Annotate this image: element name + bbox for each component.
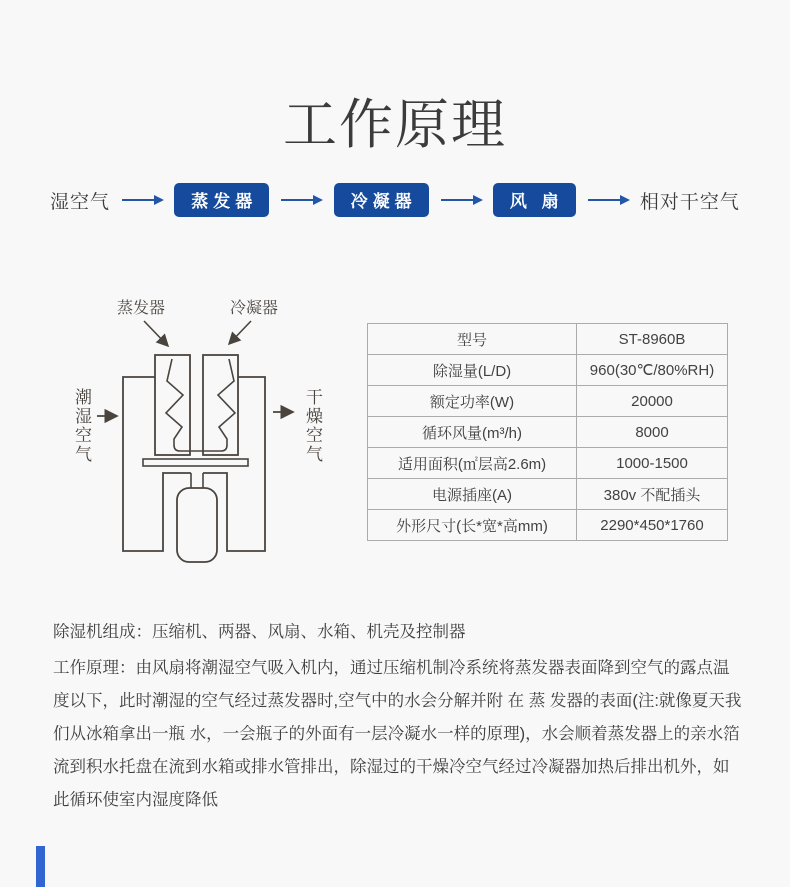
outlet-air-label: 干 燥 空 气 [306,388,323,464]
spec-value: 380v 不配插头 [577,479,728,510]
table-row [368,479,728,510]
table-row [368,324,728,355]
spec-name: 除湿量(L/D) [368,355,577,386]
next-section-accent-bar [36,846,45,887]
compressor-tank [177,488,217,562]
process-flow [50,185,740,215]
spec-value: ST-8960B [577,324,728,355]
machine-casing-outline [123,377,265,551]
tank-neck [191,473,203,488]
page-title: 工作原理 [283,95,507,155]
spec-value: 20000 [577,386,728,417]
flow-start-label: 湿空气 [50,191,111,213]
spec-name: 适用面积(㎡层高2.6m) [368,448,577,479]
spec-value: 8000 [577,417,728,448]
flow-arrow-icon [441,199,481,201]
spec-name: 型号 [368,324,577,355]
condenser-coil-housing [203,355,238,455]
table-row [368,417,728,448]
refrigerant-coil-lines [166,359,235,451]
flow-step-condenser: 冷凝器 [334,183,429,217]
table-row [368,386,728,417]
flow-arrow-icon [122,199,162,201]
table-row [368,355,728,386]
condenser-label: 冷凝器 [229,300,279,317]
spec-name: 循环风量(m³/h) [368,417,577,448]
table-row [368,510,728,541]
spec-value: 1000-1500 [577,448,728,479]
flow-end-label: 相对干空气 [639,191,740,213]
flow-arrow-icon [281,199,321,201]
flow-arrow-icon [588,199,628,201]
composition-text: 除湿机组成：压缩机、两器、风扇、水箱、机壳及控制器 [53,623,466,641]
spec-value: 2290*450*1760 [577,510,728,541]
table-row [368,448,728,479]
flow-step-fan: 风 扇 [493,183,576,217]
spec-value: 960(30℃/80%RH) [577,355,728,386]
drip-tray [143,459,248,466]
evaporator-pointer-icon [144,321,168,346]
spec-table [367,323,728,541]
condenser-pointer-icon [229,321,251,344]
principle-text: 工作原理：由风扇将潮湿空气吸入机内，通过压缩机制冷系统将蒸发器表面降到空气的露点温度以下，此时潮湿的空气经过蒸发器时,空气中的水会分解并附 在 蒸 发器的表面(注:就像夏天我们从冰箱拿出一瓶 水，一会瓶子的外面有一层冷凝水一样的原理)，水会顺着蒸发器上的亲水箔流到积水托盘在流到水箱或排水管排出，除湿过的干燥冷空气经过冷凝器加热后排出机外，如此循环使室内湿度降低 [53,659,742,809]
working-principle-schematic [45,285,345,580]
inlet-air-label: 潮 湿 空 气 [75,388,92,464]
spec-name: 外形尺寸(长*宽*高mm) [368,510,577,541]
flow-step-evaporator: 蒸发器 [174,183,269,217]
spec-name: 电源插座(A) [368,479,577,510]
evaporator-label: 蒸发器 [116,300,166,317]
spec-name: 额定功率(W) [368,386,577,417]
